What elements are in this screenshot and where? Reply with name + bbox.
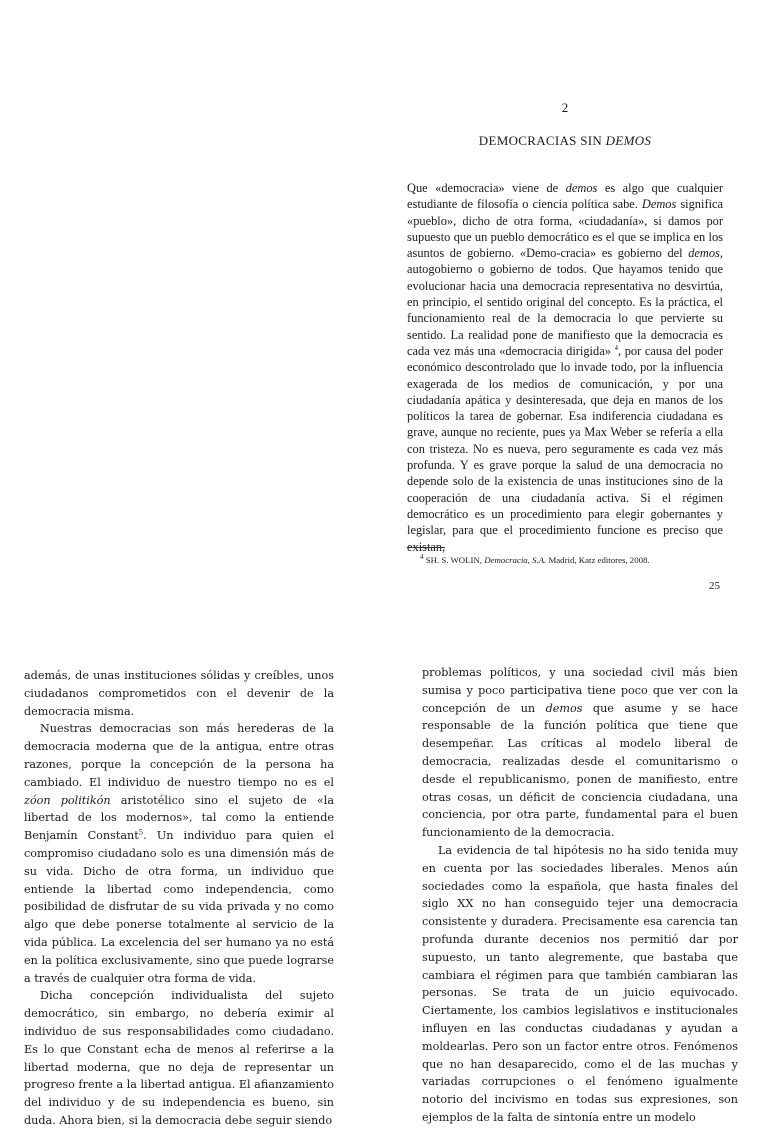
footnote-italic: Democracia, S.A.	[484, 555, 547, 565]
right-column	[422, 664, 738, 1127]
text-run-italic: demos	[565, 181, 598, 195]
paragraph: La evidencia de tal hipótesis no ha sido tenida muy en cuenta por las sociedades liberales. Menos aún sociedades como la española, que hasta finales del siglo XX no han conseguido tejer una democracia consistente y duradera. Precisamente esa carencia tan profunda durante decenios nos permitió dar por supuesto, un tanto alegremente, que bastaba que cambiara el régimen para que también cambiaran las personas. Se trata de un juicio equivocado. Ciertamente, los cambios legislativos e institucionales influyen en las conductas ciudadanas y ayudan a moldearlas. Pero son un factor entre otros. Fenómenos que no han desaparecido, como el de las muchas y variadas corrupciones o el fenómeno igualmente notorio del incivismo en todas sus expresiones, son ejemplos de la falta de sintonía entre un modelo	[422, 843, 738, 1124]
footnote	[420, 554, 720, 566]
text-run: significa «pueblo», dicho de otra forma, «ciudadanía», si damos por supuesto que un pueblo democrático es el que se implica en los asuntos de gobierno. «Demo-cracia» es gobierno del	[407, 197, 724, 261]
paragraph: Dicha concepción individualista del sujeto democrático, sin embargo, no debería eximir al individuo de sus responsabilidades como ciudadano. Es lo que Constant echa de menos al referirse a la libertad moderna, que no deja de representar un progreso frente a la libertad antigua. El afianzamiento del individuo y de su independencia es bueno, sin duda. Ahora bien, si la democracia debe seguir siendo	[24, 989, 334, 1127]
text-run: Que «democracia» viene de	[407, 181, 566, 195]
left-column	[24, 667, 334, 1130]
text-run-italic: zóon politikón	[24, 793, 111, 807]
footnote-divider	[407, 547, 445, 548]
footnote-text: Madrid, Katz editores, 2008.	[546, 555, 650, 565]
chapter-title-italic: DEMOS	[605, 133, 652, 148]
text-run: aristotélico sino el sujeto de «la libertad de los modernos», tal como la entiende Benjamín Constant	[24, 793, 334, 843]
main-paragraph	[407, 180, 723, 555]
text-run: que asume y se hace responsable de la función política que tiene que desempeñar. Las críticas al modelo liberal de democracia, realizadas desde el comunitarismo o desde el republicanismo, ponen de manifiesto, entre otras cosas, un déficit de conciencia ciudadana, una conciencia, por otra parte, fundamental para el buen funcionamiento de la democracia.	[422, 701, 738, 840]
text-run: . Un individuo para quien el compromiso ciudadano solo es una dimensión más de su vida. Dicho de otra forma, un individuo que entiende la libertad como independencia, como posibilidad de disfrutar de su vida privada y no como algo que debe ponerse totalmente al servicio de la vida pública. La excelencia del ser humano ya no está en la política exclusivamente, sino que puede lograrse a través de cualquier otra forma de vida.	[24, 829, 334, 985]
paragraph: además, de unas instituciones sólidas y creíbles, unos ciudadanos comprometidos con el devenir de la democracia misma.	[24, 669, 334, 718]
text-run: es algo que cualquier estudiante de filosofía o ciencia política sabe.	[407, 181, 723, 212]
footnote-text: SH. S. WOLIN,	[423, 555, 485, 565]
text-run-italic: Demos	[641, 197, 677, 212]
footnote-marker: 4	[614, 343, 619, 352]
footnote-marker: 5	[138, 828, 144, 837]
text-run-italic: demos	[688, 246, 720, 261]
paragraph	[24, 720, 334, 987]
chapter-title	[405, 133, 725, 149]
text-run: problemas políticos, y una sociedad civil más bien sumisa y poco participativa tiene poco que ver con la concepción de un	[422, 666, 738, 715]
text-run: , por causa del poder económico descontrolado que lo invade todo, por la influencia exagerada de los medios de comunicación, y por una ciudadanía apática y desinteresada, que deja en manos de los políticos la tarea de gobernar. Esa indiferencia ciudadana es grave, aunque no reciente, pues ya Max Weber se refería a ella con tristeza. No es nueva, pero seguramente es cada vez más profunda. Y es grave porque la salud de una democracia no depende solo de la existencia de unas instituciones sino de la cooperación de una ciudadanía activa. Si el régimen democrático es un procedimiento para elegir gobernantes y legislar, para que el procedimiento funcione es preciso que existan,	[407, 343, 723, 554]
chapter-title-prefix: DEMOCRACIAS SIN	[478, 133, 606, 148]
footnote-number: 4	[420, 553, 424, 562]
text-run: Nuestras democracias son más herederas de la democracia moderna que de la antigua, entre otras razones, porque la concepción de la persona ha cambiado. El individuo de nuestro tiempo no es el	[24, 722, 334, 789]
text-run-italic: demos	[545, 701, 583, 715]
chapter-number: 2	[561, 100, 569, 115]
text-run: , autogobierno o gobierno de todos. Que hayamos tenido que evolucionar hacia una democracia representativa no desvirtúa, en principio, el sentido original del concepto. Es la práctica, el funcionamiento real de la democracia lo que pervierte su sentido. La realidad pone de manifiesto que la democracia es cada vez más una «democracia dirigida»	[407, 246, 723, 358]
paragraph	[422, 664, 738, 842]
page-number: 25	[709, 580, 720, 592]
